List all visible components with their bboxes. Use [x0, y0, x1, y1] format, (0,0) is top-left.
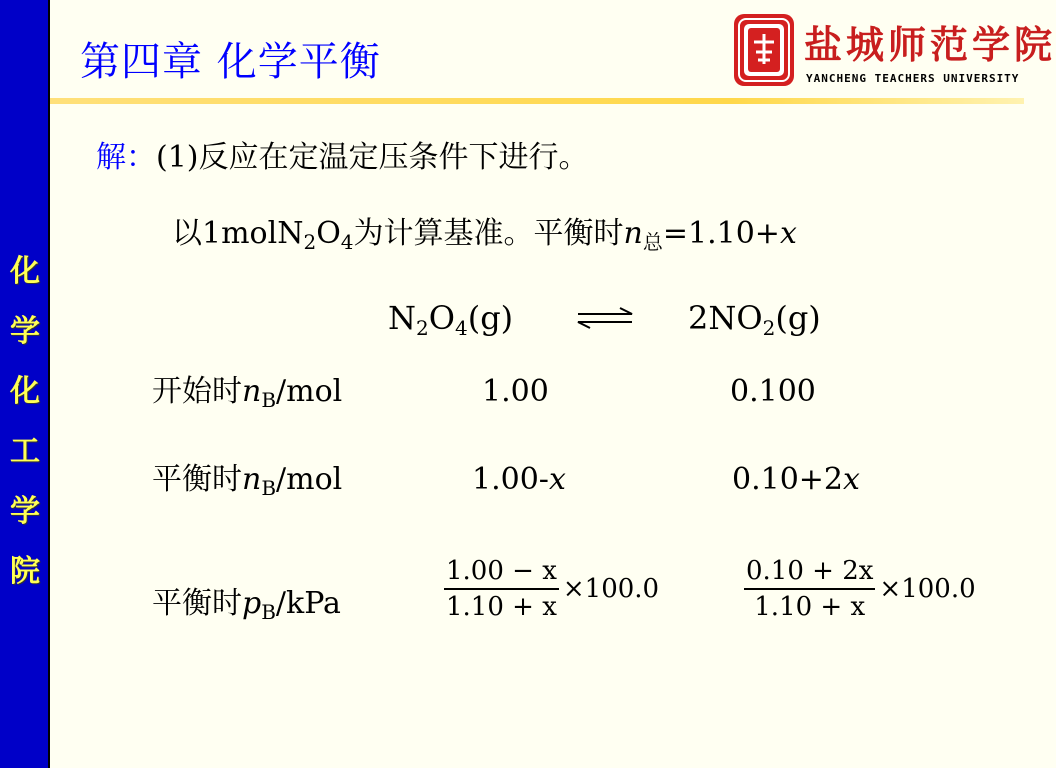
formula-text: N [388, 299, 416, 337]
formula-text: (g) [467, 299, 514, 337]
variable-x: x [843, 462, 860, 497]
fraction-denominator: 1.10 + x [754, 591, 866, 622]
row-label-text: 开始时 [152, 374, 242, 409]
sidebar-char: 学 [10, 494, 40, 529]
subscript: B [261, 600, 276, 624]
sidebar-vertical-text [4, 242, 46, 602]
row-equilibrium-left-value [472, 462, 566, 498]
row-pressure-label [152, 586, 341, 622]
fraction-multiplier: ×100.0 [562, 573, 660, 604]
equation-right [688, 299, 821, 340]
logo-english-name: YANCHENG TEACHERS UNIVERSITY [806, 72, 1020, 85]
unit-text: /kPa [275, 586, 341, 621]
university-seal-icon [732, 12, 796, 88]
subscript: 2 [762, 316, 776, 340]
fraction-numerator: 0.10 + 2x [746, 556, 874, 586]
subscript: 2 [416, 316, 429, 340]
variable-x: x [779, 216, 797, 251]
basis-text: =1.10+ [662, 216, 780, 251]
sidebar-char: 化 [10, 374, 40, 409]
variable-n: n [623, 216, 643, 251]
formula-text: (g) [775, 299, 821, 337]
row-initial-label [152, 374, 342, 410]
row-equilibrium-amount-label [152, 462, 342, 498]
equilibrium-arrow-icon [574, 306, 636, 330]
variable-n: n [242, 462, 262, 497]
variable-n: n [242, 374, 262, 409]
fraction-box [444, 556, 559, 622]
solution-text: (1)反应在定温定压条件下进行。 [156, 140, 589, 175]
sidebar-char: 化 [10, 254, 40, 289]
subscript: 2 [303, 230, 317, 254]
subscript: B [261, 388, 277, 412]
variable-p: p [242, 586, 262, 621]
fraction-numerator: 1.00 − x [446, 556, 557, 586]
basis-text: 以1molN [172, 216, 304, 251]
fraction-denominator: 1.10 + x [446, 591, 557, 622]
equation-left [388, 299, 514, 340]
row-label-text: 平衡时 [152, 462, 242, 497]
solution-line [96, 140, 589, 176]
row-equilibrium-right-value [732, 462, 860, 498]
chapter-title: 第四章 化学平衡 [80, 39, 381, 85]
sidebar-char: 学 [10, 314, 40, 349]
subscript: 4 [340, 230, 354, 254]
formula-text: O [428, 299, 455, 337]
fraction-left [444, 556, 659, 622]
subscript: 总 [642, 230, 663, 254]
unit-text: /mol [276, 462, 343, 497]
fraction-box [744, 556, 875, 622]
basis-line [172, 216, 797, 252]
logo-chinese-name: 盐城师范学院 [804, 22, 1056, 67]
subscript: B [261, 476, 277, 500]
value-text: 0.10+2 [732, 462, 844, 497]
formula-text: 2NO [688, 299, 763, 337]
header-rule [50, 98, 1024, 104]
basis-text: 为计算基准。平衡时 [353, 216, 624, 251]
sidebar [0, 0, 50, 768]
value-text: 1.00- [472, 462, 549, 497]
basis-text: O [316, 216, 341, 251]
row-initial-left-value: 1.00 [482, 374, 549, 409]
unit-text: /mol [276, 374, 343, 409]
sidebar-char: 院 [10, 554, 40, 589]
subscript: 4 [454, 316, 468, 340]
sidebar-char: 工 [10, 434, 40, 469]
fraction-right [744, 556, 976, 622]
row-label-text: 平衡时 [152, 586, 242, 621]
variable-x: x [548, 462, 566, 497]
university-logo [732, 10, 1056, 94]
fraction-multiplier: ×100.0 [879, 573, 976, 604]
row-initial-right-value: 0.100 [730, 374, 816, 409]
solution-label: 解： [96, 140, 156, 175]
